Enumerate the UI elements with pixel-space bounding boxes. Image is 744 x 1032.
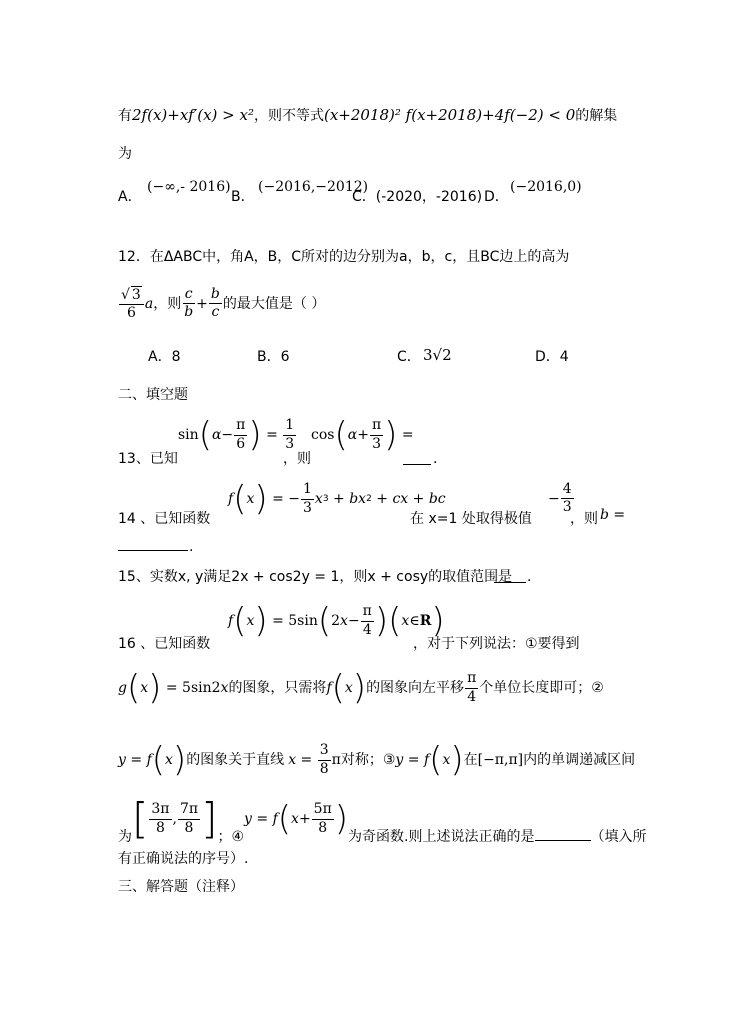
q13-period: . <box>433 451 438 467</box>
q13-then: ，则 <box>283 451 311 467</box>
q16-l4-b: ；④ <box>217 829 245 845</box>
q15-answer-blank[interactable] <box>494 570 526 586</box>
q16-line3: y = f ( x ) 的图象关于直线 x = $\frac{3}{8}$ π 对称；③ y = f ( x ) 在 [−π,π] 内的单调递减区间 <box>118 740 636 780</box>
q11-line2: 为 <box>118 146 132 162</box>
q16-intro: ，对于下列说法：①要得到 <box>413 636 580 652</box>
q12-option-c-label: C． <box>397 349 421 365</box>
q12-then: ，则 <box>153 295 182 312</box>
q12-option-d: D．4 <box>535 349 569 365</box>
q16-line2: g ( x ) = 5sin2 x 的图象，只需将 f ( x ) 的图象向左平移 $\frac{\pi}{4}$ 个单位长度即可；② <box>118 668 604 708</box>
q11-middle: ，则不等式 <box>254 108 324 124</box>
q12-option-c: 3√2 <box>423 346 452 364</box>
q13-target-expression: cos ( α + $\frac{\pi}{3}$ ) = <box>311 415 414 455</box>
q16-l2-b: 的图象向左平移 <box>366 680 465 696</box>
q14-period: . <box>189 539 194 555</box>
q16-l3-a: 的图象关于直线 <box>186 752 285 768</box>
q16-line5: 有正确说法的序号）. <box>118 851 249 867</box>
q14-function-definition: f ( x ) = − $\frac{1}{3}$ x 3 + bx 2 + cx + bc <box>228 479 446 519</box>
q14-condition: 在 x=1 处取得极值 <box>410 511 532 527</box>
q11-option-d: (−2016,0) <box>510 179 582 195</box>
q14-extreme-value: − $\frac{4}{3}$ <box>548 481 572 516</box>
q16-l3-d: 内的单调递减区间 <box>523 752 636 768</box>
q15-period: . <box>527 569 532 585</box>
q12-c-over-b: $\frac{c}{b}$ <box>184 286 194 321</box>
q11-option-b-label: B． <box>231 189 255 205</box>
q16-l4-d: （填入所 <box>590 829 647 845</box>
q12-b-over-c: $\frac{b}{c}$ <box>210 286 220 321</box>
q16-l3-c: 在 <box>463 752 478 768</box>
q11-suffix: 的解集 <box>575 108 618 124</box>
q12-height-fraction: $\frac{√ 3}{6}$ <box>119 286 144 322</box>
q14-label: 14 、已知函数 <box>118 511 211 527</box>
q14-b-equals: b = <box>600 507 626 523</box>
q12-line1: 12．在ΔABC中，角A，B，C所对的边分别为a，b，c，且BC边上的高为 <box>118 249 570 265</box>
q11-line1 <box>118 108 617 123</box>
q11-condition: 2f(x)+xf′(x) > x² <box>132 106 254 124</box>
q11-option-a-label: A． <box>118 189 142 205</box>
q14-answer-blank[interactable] <box>118 540 188 554</box>
section-fill-in-heading: 二、填空题 <box>118 387 188 403</box>
q11-prefix: 有 <box>118 108 132 124</box>
q11-option-b: (−2016,−2012) <box>258 179 369 195</box>
q16-function-definition: f ( x ) = 5sin ( 2 x − $\frac{\pi}{4}$ ) ( x ∈R ) <box>228 601 445 641</box>
q16-l2-c: 个单位长度即可；② <box>479 680 604 696</box>
q16-l4-a: 为 <box>118 829 132 845</box>
q12-option-b: B．6 <box>257 349 290 365</box>
q13-answer-blank[interactable] <box>403 452 431 468</box>
q13-given-equation: sin ( α − $\frac{\pi}{6}$ ) = $\frac{1}{3}$ <box>178 415 295 455</box>
q16-l3-b: 对称；③ <box>340 752 396 768</box>
section-solutions-heading: 三、解答题（注释） <box>118 879 244 895</box>
q16-label: 16 、已知函数 <box>118 636 211 652</box>
q12-line2: $\frac{√ 3}{6}$ a ，则 $\frac{c}{b}$ + $\frac{b}{c}$ 的最大值是（ ） <box>121 286 326 322</box>
q16-answer-blank[interactable] <box>535 828 591 844</box>
q12-option-a: A．8 <box>148 349 181 365</box>
q15-text: 15、实数x, y满足2x + cos2y = 1，则x + cosy的取值范围是 <box>118 569 513 585</box>
q14-then: ，则 <box>570 511 598 527</box>
q16-l2-a: 的图象，只需将 <box>228 680 327 696</box>
q12-ask: 的最大值是（ ） <box>222 295 326 312</box>
q11-option-c: C．(-2020，-2016) <box>352 189 483 205</box>
q13-label: 13、已知 <box>118 451 178 467</box>
q11-inequality: (x+2018)² f(x+2018)+4f(−2) < 0 <box>324 106 576 124</box>
q16-line4: 为 [ $\frac{3\pi}{8}$ , $\frac{7\pi}{8}$ ] ；④ y = f ( x + $\frac{5\pi}{8}$ ) 为奇函数.则上述说法正确的是 （填入所 <box>118 794 647 845</box>
q16-l4-c: 为奇函数.则上述说法正确的是 <box>348 829 535 845</box>
q11-option-d-label: D． <box>484 189 509 205</box>
q11-option-a: (−∞,- 2016) <box>147 179 231 195</box>
